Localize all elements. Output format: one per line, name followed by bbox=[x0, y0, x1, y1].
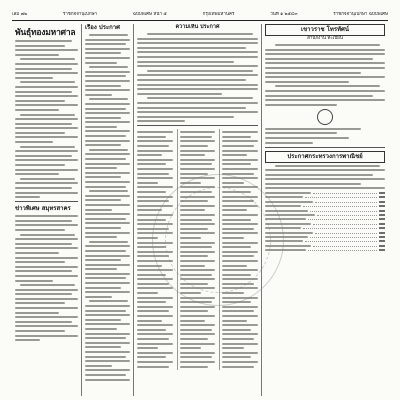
column-4-heading-2: ประกาศกระทรวงการพาณิชย์ bbox=[265, 151, 385, 163]
column-2-text bbox=[85, 34, 130, 381]
header-title: ฉบับพิเศษ หน้า ๕ bbox=[132, 12, 167, 17]
column-1-text bbox=[15, 40, 78, 198]
columns bbox=[12, 24, 388, 396]
column-1-section-heading: ข่าวพิเศษ สมุทรสาคร bbox=[15, 205, 71, 213]
masthead: พันธุ์ทองมหาศาล bbox=[15, 28, 76, 38]
column-4-text-1 bbox=[265, 44, 385, 106]
header-section: ราชกิจจานุเบกษา bbox=[62, 12, 98, 17]
column-4-text-3 bbox=[265, 165, 385, 190]
header-date: กรุงเทพมหานคร bbox=[202, 12, 235, 17]
column-4-text-2 bbox=[265, 128, 385, 144]
column-1-section-text bbox=[15, 215, 78, 341]
header-right: ราชกิจจานุเบกษา ฉบับพิเศษ bbox=[333, 12, 388, 17]
column-2-heading: เรื่อง ประกาศ bbox=[85, 24, 120, 31]
header-year: วันที่ ๑ ๒๕๔๓ bbox=[270, 12, 298, 17]
official-seal bbox=[317, 109, 333, 125]
column-1 bbox=[12, 24, 82, 396]
column-2 bbox=[82, 24, 134, 396]
column-3-subcolumns bbox=[137, 129, 258, 370]
column-4-table bbox=[265, 192, 385, 251]
column-4 bbox=[262, 24, 388, 396]
column-3 bbox=[134, 24, 262, 396]
header-page: เล่ม ๗๒ bbox=[12, 12, 28, 17]
column-4-subheading: สำนักงาน ทะเบียน bbox=[307, 36, 343, 41]
page-header bbox=[12, 12, 388, 21]
column-3-text-top bbox=[137, 33, 258, 122]
column-4-heading-1: เขาวราช โทรทัศน์ bbox=[265, 24, 385, 36]
column-3-heading: ความเห็น ประกาศ bbox=[175, 24, 220, 30]
